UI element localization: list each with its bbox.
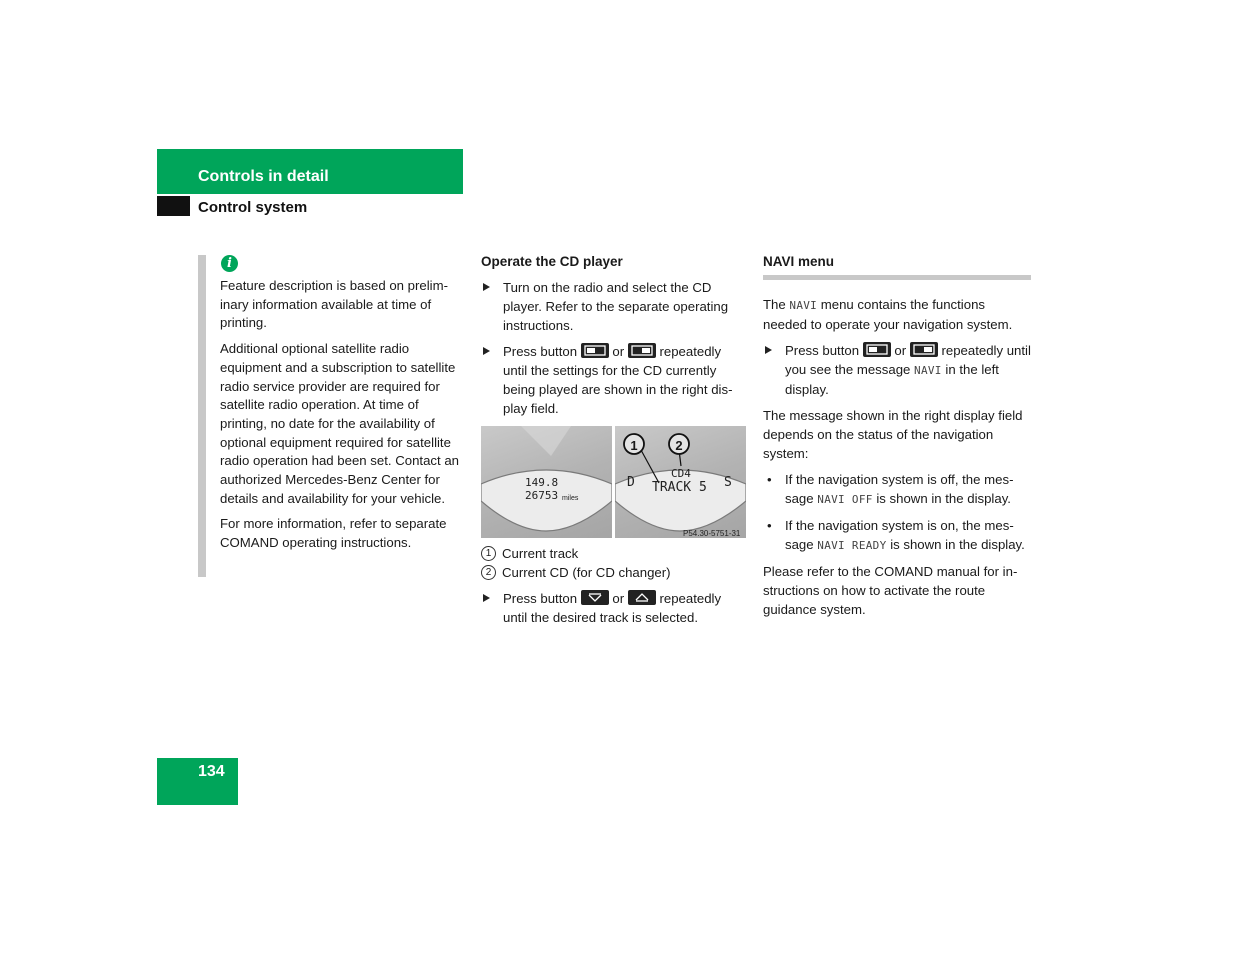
bullet-item [763,516,1031,555]
legend-number: 1 [481,546,496,561]
text: If the navigation system is on, the message [785,518,1014,552]
step-text: Turn on the radio and select the CD player. Refer to the separate operating instructions. [503,280,729,333]
trip-odometer: 149.8 [525,476,559,489]
info-note [220,277,466,560]
text: If the navigation system is off, the message [785,472,1014,506]
step-text-pre: Press button [785,343,860,358]
cd-heading: Operate the CD player [481,254,623,269]
figure-reference: P54.30-5751-31 [683,529,741,538]
text: is shown in the display. [890,537,1025,552]
info-sidebar [198,255,206,577]
text: The [763,297,786,312]
gear-d-indicator: D [627,475,635,490]
navi-closing-paragraph: Please refer to the COMAND manual for instructions on how to activate the route guidance system. [763,564,1018,617]
step-text-post: repeatedly until the desired track is selected. [503,591,722,625]
step-text-or: or [612,344,625,359]
legend-number: 2 [481,565,496,580]
subsection-title: Control system [198,199,308,216]
cd-player-section [481,252,747,634]
step-text-post: in the left display. [785,362,999,397]
step-text-pre: Press button [503,344,578,359]
callout-2: 2 [675,438,683,453]
info-icon: i [221,255,238,272]
step-text-or: or [612,591,625,606]
legend-text: Current track [502,546,579,561]
step-text-pre: Press button [503,591,578,606]
legend-item [481,563,747,582]
bullet-dot-icon: • [767,518,772,533]
code-text: NAVI [789,299,818,312]
right-display-panel [615,426,746,538]
gear-s-indicator: S [724,475,732,490]
bullet-dot-icon: • [767,472,772,487]
navi-intro [763,295,1031,334]
legend-text: Current CD (for CD changer) [502,565,671,580]
code-text: NAVI [914,364,942,377]
section-title: Controls in detail [198,168,329,185]
info-paragraph: For more information, refer to separate COMAND operating instructions. [220,516,447,551]
instruction-step [481,342,747,418]
step-arrow-icon [765,346,772,354]
callout-1: 1 [630,438,638,453]
navi-status-paragraph: The message shown in the right display field depends on the status of the navigation system: [763,408,1023,461]
odometer-unit: miles [562,495,579,502]
display-left-button-icon [863,342,891,357]
display-right-button-icon [910,342,938,357]
total-odometer: 26753 [525,489,559,502]
subsection-marker [157,196,190,216]
left-display-panel [481,426,612,538]
legend-item [481,544,747,563]
track-indicator: TRACK 5 [652,480,707,495]
step-arrow-icon [483,594,490,602]
code-text: NAVI READY [817,539,887,552]
cd-indicator: CD4 [671,467,691,480]
navi-heading: NAVI menu [763,252,1031,280]
text: is shown in the display. [876,491,1011,506]
step-arrow-icon [483,283,490,291]
instruction-step [763,341,1031,399]
figure-legend [481,544,747,582]
info-paragraph: Feature description is based on preliminary information available at time of printing. [220,278,448,331]
step-text-or: or [894,343,907,358]
instruction-step [481,589,747,627]
step-text-mid: repeatedly until you see the message [785,343,1031,377]
bullet-item [763,470,1031,509]
step-text-post: repeatedly until the settings for the CD currently being played are shown in the right display field. [503,344,733,416]
code-text: NAVI OFF [817,493,873,506]
page-number: 134 [198,763,225,780]
instruction-step [481,278,747,335]
navi-menu-section [763,252,1031,626]
up-button-icon [628,590,656,605]
display-left-button-icon [581,343,609,358]
display-right-button-icon [628,343,656,358]
step-arrow-icon [483,347,490,355]
instrument-cluster-figure [481,426,747,538]
text: menu contains the functions needed to operate your navigation system. [763,297,1013,332]
down-button-icon [581,590,609,605]
info-paragraph: Additional optional satellite radio equipment and a subscription to satellite radio service provider are required for satellite radio operation. At time of printing, no date for the availability of optional equipment required for satellite radio operation had been set. Contact an authorized Mercedes-Benz Center for details and availability for your vehicle. [220,341,460,506]
